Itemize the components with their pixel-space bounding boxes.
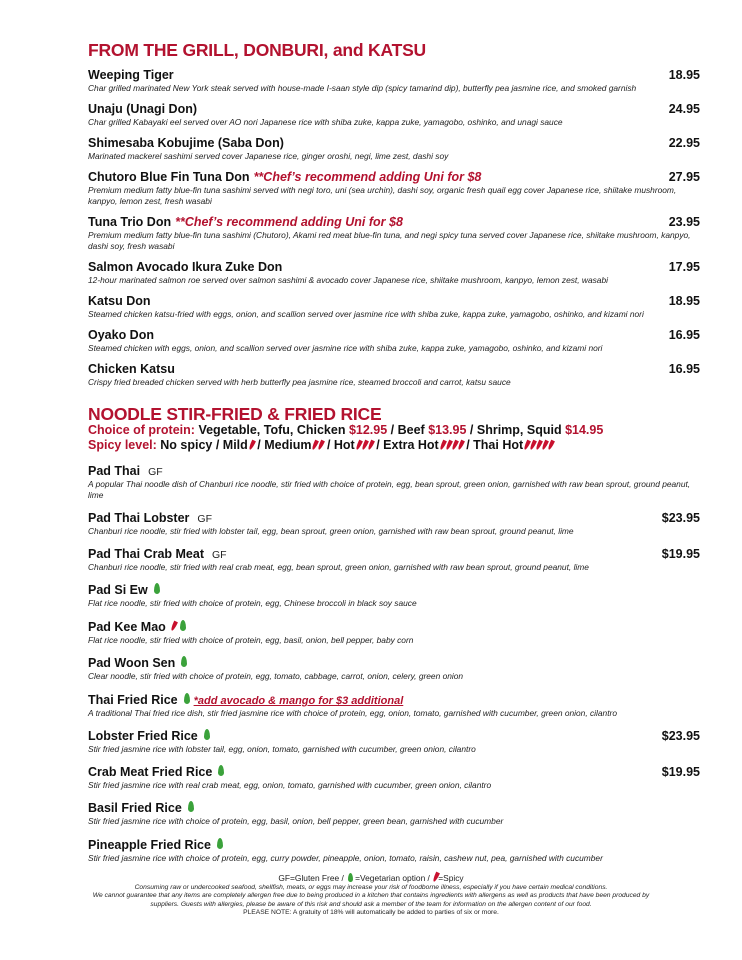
item-price: $23.95: [661, 511, 700, 525]
vegetarian-leaf-icon: [218, 765, 224, 776]
item-name: Pad Thai Lobster: [88, 511, 190, 525]
menu-item: [88, 68, 700, 94]
item-name: Pad Woon Sen: [88, 656, 176, 670]
item-description: 12-hour marinated salmon roe served over salmon sashimi & avocado cover Japanese rice, shiitake mushroom, kanpyo, lemon zest, wasabi: [88, 275, 608, 285]
item-price: 18.95: [668, 294, 700, 308]
item-name: Shimesaba Kobujime (Saba Don): [88, 136, 284, 150]
spicy-level-line: [88, 438, 553, 452]
item-name: Weeping Tiger: [88, 68, 174, 82]
menu-item: [88, 260, 700, 286]
protein-price-3: $14.95: [565, 423, 604, 437]
item-description: A traditional Thai fried rice dish, stir fried jasmine rice with choice of protein, egg, onion, tomato, garnished with cucumber, green onion, cilantro: [88, 708, 617, 718]
item-price: 16.95: [668, 362, 700, 376]
menu-item: [88, 693, 700, 719]
chili-icon: [170, 621, 178, 632]
vegetarian-leaf-icon: [154, 583, 160, 594]
protein-sep-2: / Shrimp, Squid: [469, 423, 562, 437]
legend-gf: GF=Gluten Free /: [278, 873, 344, 883]
item-name: Unaju (Unagi Don): [88, 102, 198, 116]
item-name: Katsu Don: [88, 294, 151, 308]
item-name: Chutoro Blue Fin Tuna Don: [88, 170, 250, 184]
item-price: $19.95: [661, 547, 700, 561]
item-description: Chanburi rice noodle, stir fried with lobster tail, egg, bean sprout, green onion, garnished with raw bean sprout, ground peanut, lime: [88, 526, 574, 536]
protein-price-2: $13.95: [428, 423, 467, 437]
item-name: Pad Thai Crab Meat: [88, 547, 204, 561]
protein-label: Choice of protein:: [88, 423, 195, 437]
menu-item: [88, 215, 700, 251]
item-name: Pad Kee Mao: [88, 620, 166, 634]
spicy-hot: / Hot: [326, 438, 355, 452]
item-description: Stir fried jasmine rice with choice of protein, egg, curry powder, pineapple, onion, tomato, raisin, cashew nut, pea, garnished with cucumber: [88, 853, 603, 863]
item-name: Pad Thai: [88, 464, 141, 478]
item-description: Stir fried jasmine rice with real crab meat, egg, onion, tomato, garnished with cucumber, green onion, cilantro: [88, 780, 492, 790]
item-price: 27.95: [668, 170, 700, 184]
vegetarian-leaf-icon: [204, 729, 210, 740]
item-price: 16.95: [668, 328, 700, 342]
menu-item: [88, 362, 700, 388]
item-description: Premium medium fatty blue-fin tuna sashimi served with negi toro, uni (sea urchin), dashi soy, organic fresh quail egg cover Japanese rice, shiitake mushroom, kanpyo, lemon zest, fresh wasabi: [88, 185, 677, 206]
gf-tag: GF: [148, 466, 163, 478]
item-name: Tuna Trio Don: [88, 215, 172, 229]
chili-icon: [248, 440, 256, 451]
item-description: Chanburi rice noodle, stir fried with real crab meat, egg, bean sprout, green onion, garnished with raw bean sprout, ground peanut, lime: [88, 562, 589, 572]
item-description: Stir fried jasmine rice with choice of protein, egg, basil, onion, bell pepper, green bean, garnished with cucumber: [88, 816, 504, 826]
item-price: 17.95: [668, 260, 700, 274]
vegetarian-leaf-icon: [180, 620, 186, 631]
item-name: Chicken Katsu: [88, 362, 175, 376]
footer-disclaimer: [80, 884, 662, 918]
spicy-thai-hot: / Thai Hot: [466, 438, 524, 452]
item-price: 22.95: [668, 136, 700, 150]
menu-item: [88, 729, 700, 755]
menu-item: [88, 170, 700, 206]
vegetarian-leaf-icon: [217, 838, 223, 849]
item-description: Flat rice noodle, stir fried with choice of protein, egg, basil, onion, bell pepper, baby corn: [88, 635, 414, 645]
item-name: Crab Meat Fried Rice: [88, 765, 213, 779]
item-name: Pineapple Fried Rice: [88, 838, 211, 852]
spicy-medium: / Medium: [257, 438, 312, 452]
protein-price-1: $12.95: [348, 423, 388, 437]
item-description: A popular Thai noodle dish of Chanburi rice noodle, stir fried with choice of protein, egg, bean sprout, green onion, garnished with raw bean sprout, ground peanut, lime: [88, 479, 691, 500]
allergen-notice: We cannot guarantee that any items are completely allergen free due to being produced in a kitchen that contains ingredients with allergens as well as products that have been produced by suppliers. Guests with allergies, please be aware of this risk and should ask a member of the team for information on the allergen content of our food.: [92, 892, 650, 908]
item-price: $19.95: [661, 765, 700, 779]
item-description: Steamed chicken katsu-fried with eggs, onion, and scallion served over jasmine rice with shiba zuke, kappa zuke, yamagobo, oshinko, and kizami nori: [88, 309, 644, 319]
vegetarian-leaf-icon: [184, 693, 190, 704]
menu-item: [88, 328, 700, 354]
protein-sep-1: / Beef: [390, 423, 425, 437]
item-name: Salmon Avocado Ikura Zuke Don: [88, 260, 283, 274]
item-price: $23.95: [661, 729, 700, 743]
gf-tag: GF: [197, 513, 212, 525]
section-title-grill: FROM THE GRILL, DONBURI, and KATSU: [88, 40, 426, 60]
item-description: Char grilled marinated New York steak served with house-made I-saan style dip (spicy tamarind dip), butterfly pea jasmine rice, and smoked garnish: [88, 83, 637, 93]
dietary-legend: [0, 872, 742, 883]
item-name: Thai Fried Rice: [88, 693, 178, 707]
gf-tag: GF: [212, 549, 227, 561]
add-on-note: *add avocado & mango for $3 additional: [193, 695, 404, 707]
menu-item: [88, 620, 700, 646]
protein-options: Vegetable, Tofu, Chicken: [198, 423, 346, 437]
menu-item: [88, 765, 700, 791]
spicy-extra-hot: / Extra Hot: [376, 438, 439, 452]
gratuity-note: PLEASE NOTE: A gratuity of 18% will automatically be added to parties of six or more.: [243, 909, 499, 917]
menu-item: [88, 102, 700, 128]
vegetarian-leaf-icon: [348, 873, 353, 882]
menu-item: [88, 838, 700, 864]
item-description: Crispy fried breaded chicken served with herb butterfly pea jasmine rice, steamed broccoli and carrot, katsu sauce: [88, 377, 511, 387]
item-description: Stir fried jasmine rice with lobster tail, egg, onion, tomato, garnished with cucumber, green onion, cilantro: [88, 744, 476, 754]
item-price: 18.95: [668, 68, 700, 82]
menu-item: [88, 294, 700, 320]
chef-recommend-note: **Chef’s recommend adding Uni for $8: [175, 215, 403, 229]
menu-item: [88, 136, 700, 162]
vegetarian-leaf-icon: [181, 656, 187, 667]
item-description: Marinated mackerel sashimi served cover Japanese rice, ginger oroshi, negi, lime zest, dashi soy: [88, 151, 449, 161]
item-description: Steamed chicken with eggs, onion, and scallion served over jasmine rice with shiba zuke, kappa zuke, yamagobo, oshinko, and kizami nori: [88, 343, 603, 353]
menu-item: [88, 547, 700, 573]
item-name: Basil Fried Rice: [88, 801, 182, 815]
item-description: Clear noodle, stir fried with choice of protein, egg, tomato, cabbage, carrot, onion, celery, green onion: [88, 671, 464, 681]
spicy-label: Spicy level:: [88, 438, 157, 452]
menu-item: [88, 583, 700, 609]
menu-item: [88, 801, 700, 827]
item-name: Oyako Don: [88, 328, 154, 342]
protein-choice-line: [88, 423, 603, 437]
menu-item: [88, 656, 700, 682]
item-name: Lobster Fried Rice: [88, 729, 198, 743]
menu-item: [88, 464, 700, 500]
consumption-warning: Consuming raw or undercooked seafood, shellfish, meats, or eggs may increase your risk of foodborne illness, especially if you have certain medical conditions.: [134, 884, 608, 891]
item-price: 23.95: [668, 215, 700, 229]
item-description: Premium medium fatty blue-fin tuna sashimi (Chutoro), Akami red meat blue-fin tuna, and negi spicy tuna served cover Japanese rice, shiitake mushroom, kanpyo, dashi soy, fresh wasabi: [88, 230, 691, 251]
item-description: Flat rice noodle, stir fried with choice of protein, egg, Chinese broccoli in black soy sauce: [88, 598, 417, 608]
item-description: Char grilled Kabayaki eel served over AO nori Japanese rice with shiba zuke, kappa zuke, yamagobo, oshinko, and unagi sauce: [88, 117, 563, 127]
legend-veg: =Vegetarian option /: [355, 873, 430, 883]
vegetarian-leaf-icon: [188, 801, 194, 812]
legend-spicy: =Spicy: [438, 873, 464, 883]
item-name: Pad Si Ew: [88, 583, 148, 597]
menu-item: [88, 511, 700, 537]
item-price: 24.95: [668, 102, 700, 116]
chef-recommend-note: **Chef’s recommend adding Uni for $8: [253, 170, 482, 184]
spicy-no-mild: No spicy / Mild: [160, 438, 248, 452]
section-title-noodles: NOODLE STIR-FRIED & FRIED RICE: [88, 404, 382, 424]
